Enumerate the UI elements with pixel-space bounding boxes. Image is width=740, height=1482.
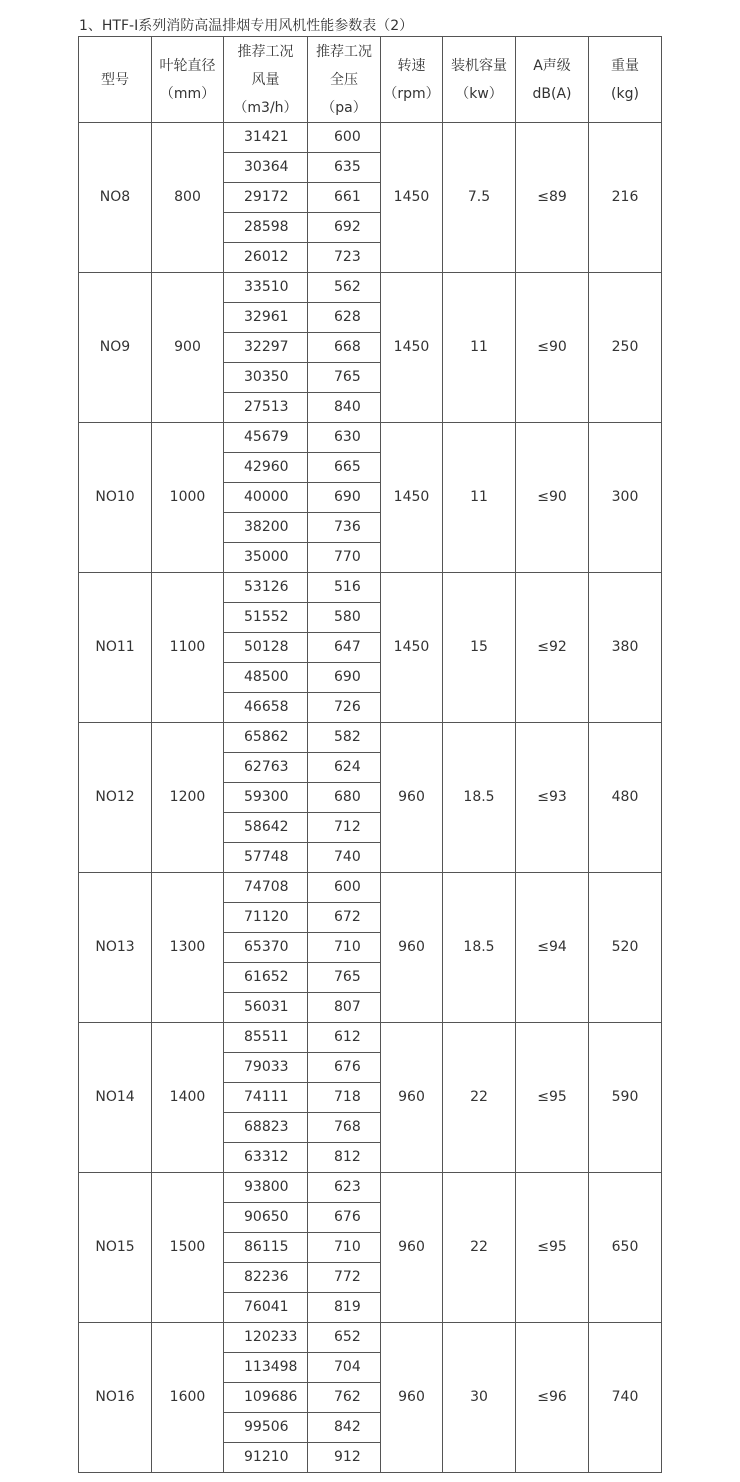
pressure-cell: 712	[308, 813, 381, 843]
pressure-cell: 710	[308, 933, 381, 963]
pressure-cell: 612	[308, 1023, 381, 1053]
speed-cell: 1450	[381, 573, 443, 723]
airflow-cell: 61652	[224, 963, 308, 993]
pressure-cell: 692	[308, 213, 381, 243]
pressure-cell: 807	[308, 993, 381, 1023]
table-body	[79, 123, 662, 1473]
airflow-cell: 90650	[224, 1203, 308, 1233]
airflow-cell: 27513	[224, 393, 308, 423]
pressure-cell: 762	[308, 1383, 381, 1413]
airflow-cell: 65862	[224, 723, 308, 753]
column-header-line: 推荐工况	[237, 43, 294, 60]
table-row	[79, 423, 662, 453]
power-cell: 18.5	[443, 873, 516, 1023]
pressure-cell: 600	[308, 873, 381, 903]
pressure-cell: 819	[308, 1293, 381, 1323]
airflow-cell: 62763	[224, 753, 308, 783]
pressure-cell: 812	[308, 1143, 381, 1173]
power-cell: 30	[443, 1323, 516, 1473]
airflow-cell: 42960	[224, 453, 308, 483]
weight-cell: 480	[589, 723, 662, 873]
noise-cell: ≤90	[516, 423, 589, 573]
table-row	[79, 573, 662, 603]
pressure-cell: 704	[308, 1353, 381, 1383]
column-header-line: 重量	[611, 57, 639, 74]
airflow-cell: 46658	[224, 693, 308, 723]
table-caption: 1、HTF-I系列消防高温排烟专用风机性能参数表（2）	[79, 18, 414, 34]
pressure-cell: 710	[308, 1233, 381, 1263]
pressure-cell: 647	[308, 633, 381, 663]
pressure-cell: 770	[308, 543, 381, 573]
column-header-line: 叶轮直径	[159, 57, 216, 74]
pressure-cell: 840	[308, 393, 381, 423]
airflow-cell: 79033	[224, 1053, 308, 1083]
weight-cell: 300	[589, 423, 662, 573]
airflow-cell: 30350	[224, 363, 308, 393]
airflow-cell: 48500	[224, 663, 308, 693]
column-header-diameter	[152, 37, 224, 123]
speed-cell: 1450	[381, 423, 443, 573]
column-header-line: 风量	[251, 71, 280, 88]
pressure-cell: 680	[308, 783, 381, 813]
pressure-cell: 600	[308, 123, 381, 153]
diameter-cell: 800	[152, 123, 224, 273]
power-cell: 15	[443, 573, 516, 723]
column-header-speed	[381, 37, 443, 123]
diameter-cell: 1000	[152, 423, 224, 573]
pressure-cell: 765	[308, 963, 381, 993]
airflow-cell: 31421	[224, 123, 308, 153]
pressure-cell: 718	[308, 1083, 381, 1113]
airflow-cell: 93800	[224, 1173, 308, 1203]
model-cell: NO12	[79, 723, 152, 873]
pressure-cell: 912	[308, 1443, 381, 1473]
power-cell: 11	[443, 423, 516, 573]
pressure-cell: 635	[308, 153, 381, 183]
airflow-cell: 53126	[224, 573, 308, 603]
airflow-cell: 28598	[224, 213, 308, 243]
pressure-cell: 676	[308, 1053, 381, 1083]
pressure-cell: 668	[308, 333, 381, 363]
airflow-cell: 56031	[224, 993, 308, 1023]
noise-cell: ≤95	[516, 1173, 589, 1323]
airflow-cell: 120233	[224, 1323, 308, 1353]
noise-cell: ≤96	[516, 1323, 589, 1473]
model-cell: NO13	[79, 873, 152, 1023]
noise-cell: ≤89	[516, 123, 589, 273]
table-row	[79, 1023, 662, 1053]
weight-cell: 216	[589, 123, 662, 273]
column-header-model	[79, 37, 152, 123]
model-cell: NO10	[79, 423, 152, 573]
weight-cell: 250	[589, 273, 662, 423]
speed-cell: 960	[381, 723, 443, 873]
airflow-cell: 65370	[224, 933, 308, 963]
column-header-pressure	[308, 37, 381, 123]
table-row	[79, 1173, 662, 1203]
column-header-airflow	[224, 37, 308, 123]
noise-cell: ≤93	[516, 723, 589, 873]
airflow-cell: 82236	[224, 1263, 308, 1293]
model-cell: NO16	[79, 1323, 152, 1473]
pressure-cell: 630	[308, 423, 381, 453]
model-cell: NO15	[79, 1173, 152, 1323]
power-cell: 11	[443, 273, 516, 423]
speed-cell: 1450	[381, 273, 443, 423]
weight-cell: 590	[589, 1023, 662, 1173]
column-header-line: (kg)	[611, 85, 639, 102]
table-row	[79, 273, 662, 303]
airflow-cell: 50128	[224, 633, 308, 663]
airflow-cell: 57748	[224, 843, 308, 873]
airflow-cell: 51552	[224, 603, 308, 633]
diameter-cell: 1200	[152, 723, 224, 873]
pressure-cell: 516	[308, 573, 381, 603]
pressure-cell: 765	[308, 363, 381, 393]
airflow-cell: 32297	[224, 333, 308, 363]
diameter-cell: 1600	[152, 1323, 224, 1473]
column-header-line: 装机容量	[451, 57, 507, 74]
column-header-noise	[516, 37, 589, 123]
noise-cell: ≤95	[516, 1023, 589, 1173]
pressure-cell: 672	[308, 903, 381, 933]
airflow-cell: 71120	[224, 903, 308, 933]
airflow-cell: 59300	[224, 783, 308, 813]
airflow-cell: 109686	[224, 1383, 308, 1413]
weight-cell: 650	[589, 1173, 662, 1323]
power-cell: 18.5	[443, 723, 516, 873]
speed-cell: 960	[381, 873, 443, 1023]
speed-cell: 1450	[381, 123, 443, 273]
airflow-cell: 85511	[224, 1023, 308, 1053]
diameter-cell: 1500	[152, 1173, 224, 1323]
power-cell: 22	[443, 1023, 516, 1173]
pressure-cell: 690	[308, 663, 381, 693]
column-header-line: 转速	[397, 57, 426, 74]
airflow-cell: 45679	[224, 423, 308, 453]
table-header	[79, 37, 662, 123]
noise-cell: ≤94	[516, 873, 589, 1023]
pressure-cell: 768	[308, 1113, 381, 1143]
model-cell: NO14	[79, 1023, 152, 1173]
airflow-cell: 33510	[224, 273, 308, 303]
airflow-cell: 86115	[224, 1233, 308, 1263]
pressure-cell: 723	[308, 243, 381, 273]
table-row	[79, 723, 662, 753]
airflow-cell: 29172	[224, 183, 308, 213]
diameter-cell: 1300	[152, 873, 224, 1023]
airflow-cell: 113498	[224, 1353, 308, 1383]
airflow-cell: 91210	[224, 1443, 308, 1473]
speed-cell: 960	[381, 1023, 443, 1173]
weight-cell: 520	[589, 873, 662, 1023]
pressure-cell: 690	[308, 483, 381, 513]
table-row	[79, 123, 662, 153]
speed-cell: 960	[381, 1173, 443, 1323]
column-header-power	[443, 37, 516, 123]
airflow-cell: 74708	[224, 873, 308, 903]
column-header-line: （kw）	[455, 85, 503, 102]
airflow-cell: 35000	[224, 543, 308, 573]
pressure-cell: 772	[308, 1263, 381, 1293]
pressure-cell: 661	[308, 183, 381, 213]
column-header-line: 型号	[101, 71, 129, 88]
power-cell: 7.5	[443, 123, 516, 273]
diameter-cell: 1400	[152, 1023, 224, 1173]
pressure-cell: 580	[308, 603, 381, 633]
pressure-cell: 726	[308, 693, 381, 723]
airflow-cell: 63312	[224, 1143, 308, 1173]
pressure-cell: 842	[308, 1413, 381, 1443]
airflow-cell: 32961	[224, 303, 308, 333]
model-cell: NO9	[79, 273, 152, 423]
column-header-line: （m3/h）	[233, 99, 298, 116]
pressure-cell: 562	[308, 273, 381, 303]
pressure-cell: 665	[308, 453, 381, 483]
column-header-line: A声级	[533, 57, 571, 74]
column-header-line: dB(A)	[532, 85, 572, 102]
airflow-cell: 58642	[224, 813, 308, 843]
model-cell: NO11	[79, 573, 152, 723]
airflow-cell: 99506	[224, 1413, 308, 1443]
pressure-cell: 623	[308, 1173, 381, 1203]
column-header-weight	[589, 37, 662, 123]
noise-cell: ≤92	[516, 573, 589, 723]
speed-cell: 960	[381, 1323, 443, 1473]
airflow-cell: 26012	[224, 243, 308, 273]
power-cell: 22	[443, 1173, 516, 1323]
table-row	[79, 873, 662, 903]
header-row	[79, 37, 662, 123]
column-header-line: 推荐工况	[316, 43, 372, 60]
pressure-cell: 740	[308, 843, 381, 873]
airflow-cell: 74111	[224, 1083, 308, 1113]
noise-cell: ≤90	[516, 273, 589, 423]
pressure-cell: 736	[308, 513, 381, 543]
airflow-cell: 38200	[224, 513, 308, 543]
pressure-cell: 628	[308, 303, 381, 333]
airflow-cell: 40000	[224, 483, 308, 513]
pressure-cell: 582	[308, 723, 381, 753]
column-header-line: （rpm）	[383, 85, 440, 102]
column-header-line: （pa）	[321, 99, 367, 116]
diameter-cell: 900	[152, 273, 224, 423]
weight-cell: 740	[589, 1323, 662, 1473]
pressure-cell: 652	[308, 1323, 381, 1353]
fan-performance-table	[78, 36, 662, 1473]
pressure-cell: 676	[308, 1203, 381, 1233]
model-cell: NO8	[79, 123, 152, 273]
column-header-line: 全压	[330, 71, 358, 88]
column-header-line: （mm）	[159, 85, 216, 102]
pressure-cell: 624	[308, 753, 381, 783]
airflow-cell: 68823	[224, 1113, 308, 1143]
airflow-cell: 30364	[224, 153, 308, 183]
diameter-cell: 1100	[152, 573, 224, 723]
table-row	[79, 1323, 662, 1353]
weight-cell: 380	[589, 573, 662, 723]
airflow-cell: 76041	[224, 1293, 308, 1323]
